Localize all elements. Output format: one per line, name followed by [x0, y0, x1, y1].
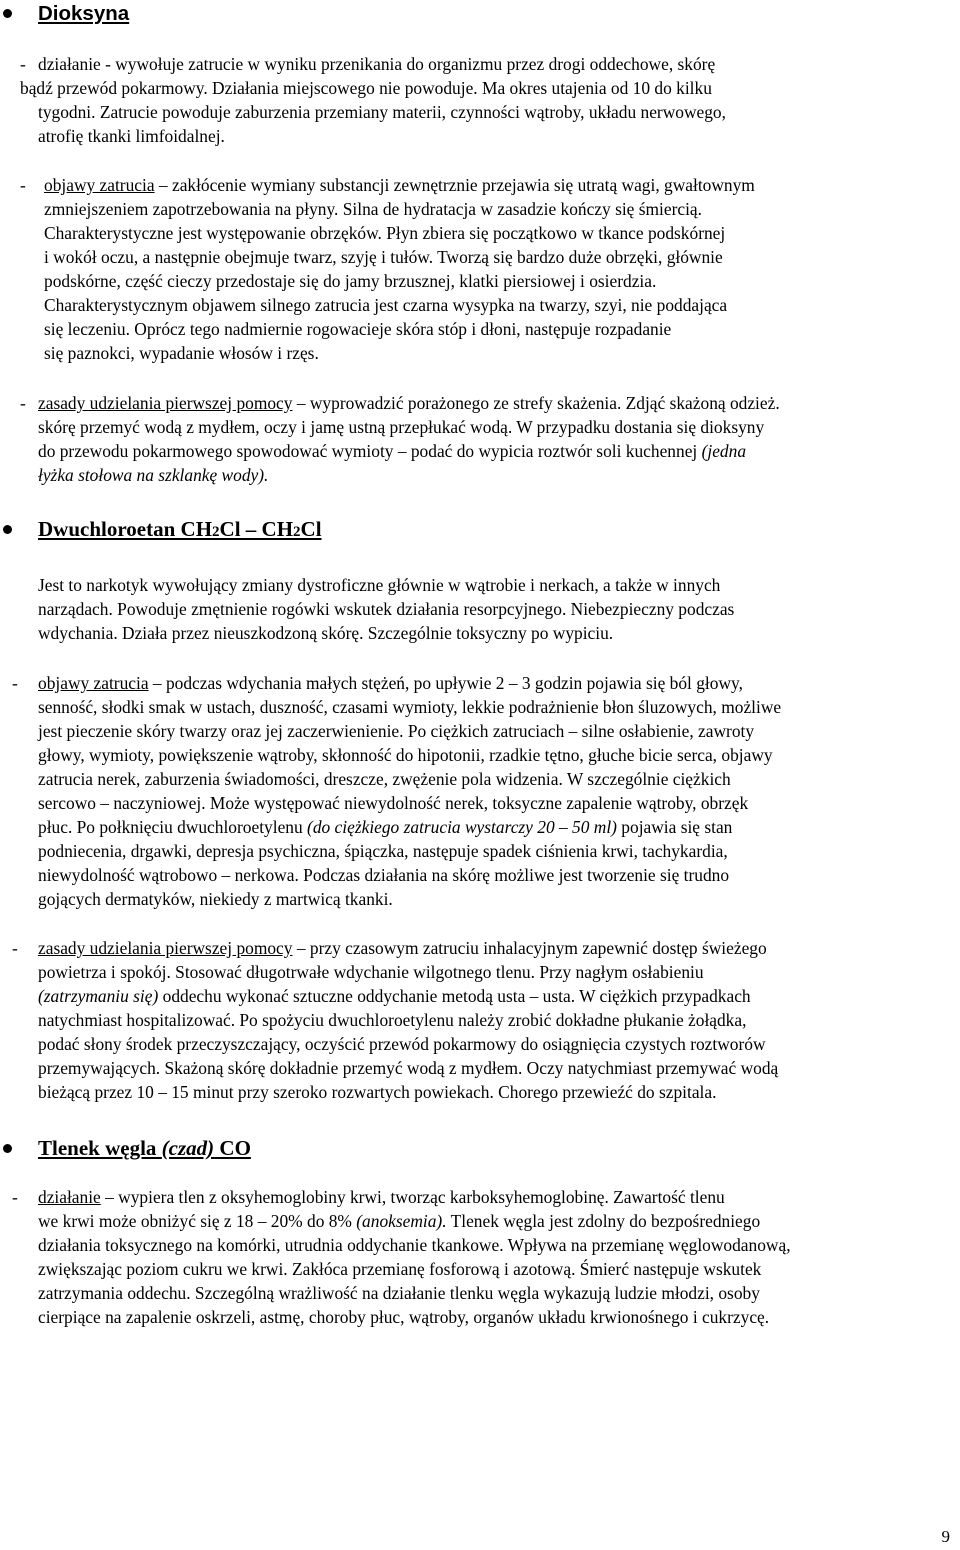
- text-line: sercowo – naczyniowej. Może występować niewydolność nerek, toksyczne zapalenie wątroby, obrzęk: [38, 793, 749, 813]
- heading-dwuchloroetan: Dwuchloroetan CH2Cl – CH2Cl: [38, 517, 322, 541]
- dash: -: [20, 54, 26, 74]
- text-line: łyżka stołowa na szklankę wody).: [38, 465, 269, 485]
- bullet-dwuchloroetan: [3, 525, 12, 534]
- text-line: we krwi może obniżyć się z 18 – 20% do 8% (anoksemia). Tlenek węgla jest zdolny do bezpośredniego: [38, 1211, 761, 1231]
- text-line: Charakterystycznym objawem silnego zatrucia jest czarna wysypka na twarzy, szyi, nie poddająca: [44, 295, 728, 315]
- italic-text: (jedna: [701, 441, 747, 461]
- text-line: skórę przemyć wodą z mydłem, oczy i jamę ustną przepłukać wodą. W przypadku dostania się dioksyny: [38, 417, 765, 437]
- bullet-dioksyna: [3, 9, 12, 18]
- dash: -: [12, 938, 18, 958]
- dash: -: [12, 673, 18, 693]
- text-line: wdychania. Działa przez nieuszkodzoną skórę. Szczególnie toksyczny po wypiciu.: [38, 623, 614, 643]
- text-line: gojących dermatyków, niekiedy z martwicą tkanki.: [38, 889, 393, 909]
- text-line: podniecenia, drgawki, depresja psychiczna, śpiączka, następuje spadek ciśnienia krwi, tachykardia,: [38, 841, 728, 861]
- text-line: zasady udzielania pierwszej pomocy – przy czasowym zatruciu inhalacyjnym zapewnić dostęp świeżego: [38, 938, 767, 958]
- text-line: bądź przewód pokarmowy. Działania miejscowego nie powoduje. Ma okres utajenia od 10 do kilku: [20, 78, 712, 98]
- dash: -: [20, 175, 26, 195]
- term-dzialanie: działanie: [38, 1187, 101, 1207]
- heading-tlenek-wegla: Tlenek węgla (czad) CO: [38, 1136, 251, 1160]
- text-line: działanie – wypiera tlen z oksyhemoglobiny krwi, tworząc karboksyhemoglobinę. Zawartość tlenu: [38, 1187, 725, 1207]
- text-line: cierpiące na zapalenie oskrzeli, astmę, choroby płuc, wątroby, organów układu krwionośnego i cukrzycę.: [38, 1307, 770, 1327]
- italic-text: (do ciężkiego zatrucia wystarczy 20 – 50 ml): [307, 817, 617, 837]
- text-line: głowy, wymioty, powiększenie wątroby, skłonność do hipotonii, rzadkie tętno, głuche bicie serca, objawy: [38, 745, 773, 765]
- text-line: Charakterystyczne jest występowanie obrzęków. Płyn zbiera się początkowo w tkance podskórnej: [44, 223, 726, 243]
- italic-text: (zatrzymaniu się): [38, 986, 159, 1006]
- text-line: płuc. Po połknięciu dwuchloroetylenu (do ciężkiego zatrucia wystarczy 20 – 50 ml) pojawia się stan: [38, 817, 733, 837]
- text-line: do przewodu pokarmowego spowodować wymioty – podać do wypicia roztwór soli kuchennej (jedna: [38, 441, 747, 461]
- text-line: zatrucia nerek, zaburzenia świadomości, dreszcze, zwężenie pola widzenia. W szczególnie ciężkich: [38, 769, 731, 789]
- text-line: się paznokci, wypadanie włosów i rzęs.: [44, 343, 319, 363]
- term-pierwsza-pomoc: zasady udzielania pierwszej pomocy: [38, 393, 293, 413]
- term-objawy-zatrucia: objawy zatrucia: [44, 175, 155, 195]
- text-line: powietrza i spokój. Stosować długotrwałe wdychanie wilgotnego tlenu. Przy nagłym osłabieniu: [38, 962, 704, 982]
- bullet-tlenek-wegla: [3, 1144, 12, 1153]
- text-line: objawy zatrucia – zakłócenie wymiany substancji zewnętrznie przejawia się utratą wagi, gwałtownym: [44, 175, 755, 195]
- text-line: zatrzymania oddechu. Szczególną wrażliwość na działanie tlenku węgla wykazują ludzie młodzi, osoby: [38, 1283, 760, 1303]
- text-line: tygodni. Zatrucie powoduje zaburzenia przemiany materii, czynności wątroby, układu nerwowego,: [38, 102, 726, 122]
- text-line: natychmiast hospitalizować. Po spożyciu dwuchloroetylenu należy zrobić dokładne płukanie żołądka,: [38, 1010, 747, 1030]
- text-line: działania toksycznego na komórki, utrudnia oddychanie tkankowe. Wpływa na przemianę węglowodanową,: [38, 1235, 791, 1255]
- text-line: podać słony środek przeczyszczający, oczyścić przewód pokarmowy do osiągnięcia czystych roztworów: [38, 1034, 766, 1054]
- dash: -: [20, 393, 26, 413]
- text-line: podskórne, część cieczy przedostaje się do jamy brzusznej, klatki piersiowej i osierdzia.: [44, 271, 657, 291]
- text-line: niewydolność wątrobowo – nerkowa. Podczas działania na skórę możliwe jest tworzenie się trudno: [38, 865, 730, 885]
- text-line: (zatrzymaniu się) oddechu wykonać sztuczne oddychanie metodą usta – usta. W ciężkich przypadkach: [38, 986, 751, 1006]
- term-objawy-zatrucia: objawy zatrucia: [38, 673, 149, 693]
- dash: -: [12, 1187, 18, 1207]
- text-line: zasady udzielania pierwszej pomocy – wyprowadzić porażonego ze strefy skażenia. Zdjąć skażoną odzież.: [38, 393, 780, 413]
- text-line: się leczeniu. Oprócz tego nadmiernie rogowacieje skóra stóp i dłoni, następuje rozpadanie: [44, 319, 672, 339]
- text-line: narządach. Powoduje zmętnienie rogówki wskutek działania resorpcyjnego. Niebezpieczny podczas: [38, 599, 735, 619]
- text-line: zwiększając poziom cukru we krwi. Zakłóca przemianę fosforową i azotową. Śmierć następuje wskutek: [38, 1259, 762, 1279]
- heading-dioksyna: Dioksyna: [38, 2, 130, 25]
- term-pierwsza-pomoc: zasady udzielania pierwszej pomocy: [38, 938, 293, 958]
- italic-text: (anoksemia).: [356, 1211, 447, 1231]
- text-line: atrofię tkanki limfoidalnej.: [38, 126, 225, 146]
- text-line: jest pieczenie skóry twarzy oraz jej zaczerwienienie. Po ciężkich zatruciach – silne osłabienie, zawroty: [38, 721, 755, 741]
- text-line: przemywających. Skażoną skórę dokładnie przemyć wodą z mydłem. Oczy natychmiast przemywać wodą: [38, 1058, 779, 1078]
- text-line: i wokół oczu, a następnie obejmuje twarz, szyję i tułów. Tworzą się bardzo duże obrzęki, głównie: [44, 247, 723, 267]
- text-line: działanie - wywołuje zatrucie w wyniku przenikania do organizmu przez drogi oddechowe, skórę: [38, 54, 716, 74]
- text-line: bieżącą przez 10 – 15 minut przy szeroko rozwartych powiekach. Chorego przewieźć do szpitala.: [38, 1082, 717, 1102]
- text-line: Jest to narkotyk wywołujący zmiany dystroficzne głównie w wątrobie i nerkach, a także w innych: [38, 575, 721, 595]
- text-line: zmniejszeniem zapotrzebowania na płyny. Silna de hydratacja w zasadzie kończy się śmiercią.: [44, 199, 702, 219]
- text-line: objawy zatrucia – podczas wdychania małych stężeń, po upływie 2 – 3 godzin pojawia się ból głowy,: [38, 673, 743, 693]
- page-number: 9: [941, 1527, 950, 1546]
- text-line: senność, słodki smak w ustach, duszność, czasami wymioty, lekkie podrażnienie błon śluzowych, możliwe: [38, 697, 782, 717]
